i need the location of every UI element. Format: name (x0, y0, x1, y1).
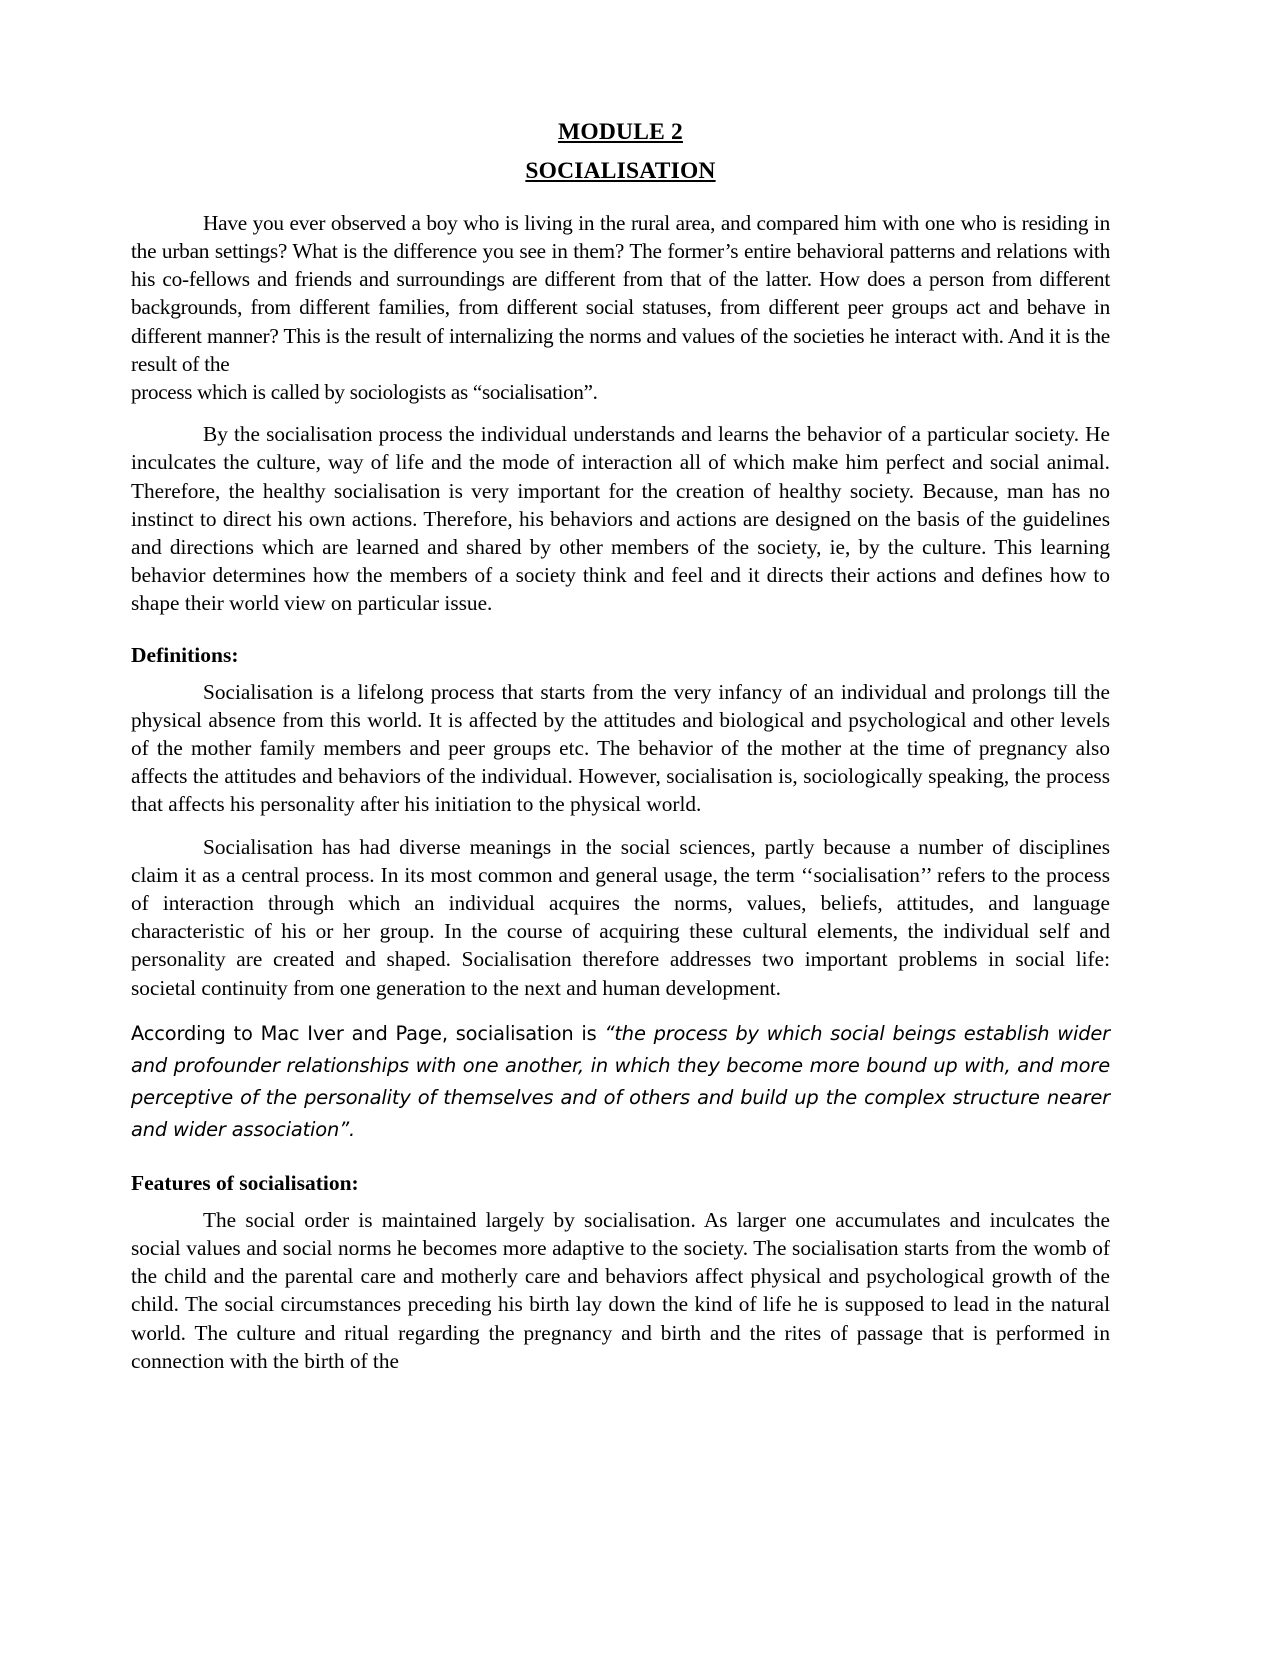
paragraph-citation-mac-iver-page (131, 1018, 1110, 1146)
page-subtitle (131, 157, 1110, 186)
page-title (131, 118, 1110, 147)
paragraph-definition-diverse: Socialisation has had diverse meanings in the social sciences, partly because a number of disciplines claim it as a central process. In its most common and general usage, the term ‘‘socialisation’’ refers to the process of interaction through which an individual acquires the norms, values, beliefs, attitudes, and language characteristic of his or her group. In the course of acquiring these cultural elements, the individual self and personality are created and shaped. Socialisation therefore addresses two important problems in social life: societal continuity from one generation to the next and human development. (131, 834, 1110, 1000)
paragraph-introduction-text: Have you ever observed a boy who is living in the rural area, and compared him with one who is residing in the urban settings? What is the difference you see in them? The former’s entire behavioral patterns and relations with his co-fellows and friends and surroundings are different from that of the latter. How does a person from different backgrounds, from different families, from different social statuses, from different peer groups act and behave in different manner? This is the result of internalizing the norms and values of the societies he interact with. And it is the result of the (131, 210, 1110, 376)
heading-features-of-socialisation: Features of socialisation: (131, 1170, 359, 1195)
paragraph-definition-lifelong: Socialisation is a lifelong process that starts from the very infancy of an individual and prolongs till the physical absence from this world. It is affected by the attitudes and biological and psychological and other levels of the mother family members and peer groups etc. The behavior of the mother at the time of pregnancy also affects the attitudes and behaviors of the individual. However, socialisation is, sociologically speaking, the process that affects his personality after his initiation to the physical world. (131, 679, 1110, 817)
page-title-text: MODULE 2 (558, 119, 683, 145)
paragraph-features-body: The social order is maintained largely by socialisation. As larger one accumulates and inculcates the social values and social norms he becomes more adaptive to the society. The socialisation starts from the womb of the child and the parental care and motherly care and behaviors affect physical and psychological growth of the child. The social circumstances preceding his birth lay down the kind of life he is supposed to lead in the natural world. The culture and ritual regarding the pregnancy and birth and the rites of passage that is performed in connection with the birth of the (131, 1207, 1110, 1373)
page-subtitle-text: SOCIALISATION (525, 158, 716, 185)
paragraph-introduction-lastline: process which is called by sociologists as “socialisation”. (131, 379, 598, 404)
heading-definitions: Definitions: (131, 642, 239, 667)
paragraph-introduction (131, 209, 1110, 406)
citation-lead-in: According to Mac Iver and Page, socialisation is (131, 1021, 605, 1045)
page-content (131, 118, 1110, 1375)
citation-quote-text: “the process by which social beings establish wider and profounder relationships with one another, in which they become more bound up with, and more perceptive of the personality of themselves and of others and build up the complex structure nearer and wider association”. (131, 1021, 1110, 1141)
paragraph-socialisation-process: By the socialisation process the individual understands and learns the behavior of a particular society. He inculcates the culture, way of life and the mode of interaction all of which make him perfect and social animal. Therefore, the healthy socialisation is very important for the creation of healthy society. Because, man has no instinct to direct his own actions. Therefore, his behaviors and actions are designed on the basis of the guidelines and directions which are learned and shared by other members of the society, ie, by the culture. This learning behavior determines how the members of a society think and feel and it directs their actions and defines how to shape their world view on particular issue. (131, 422, 1110, 616)
